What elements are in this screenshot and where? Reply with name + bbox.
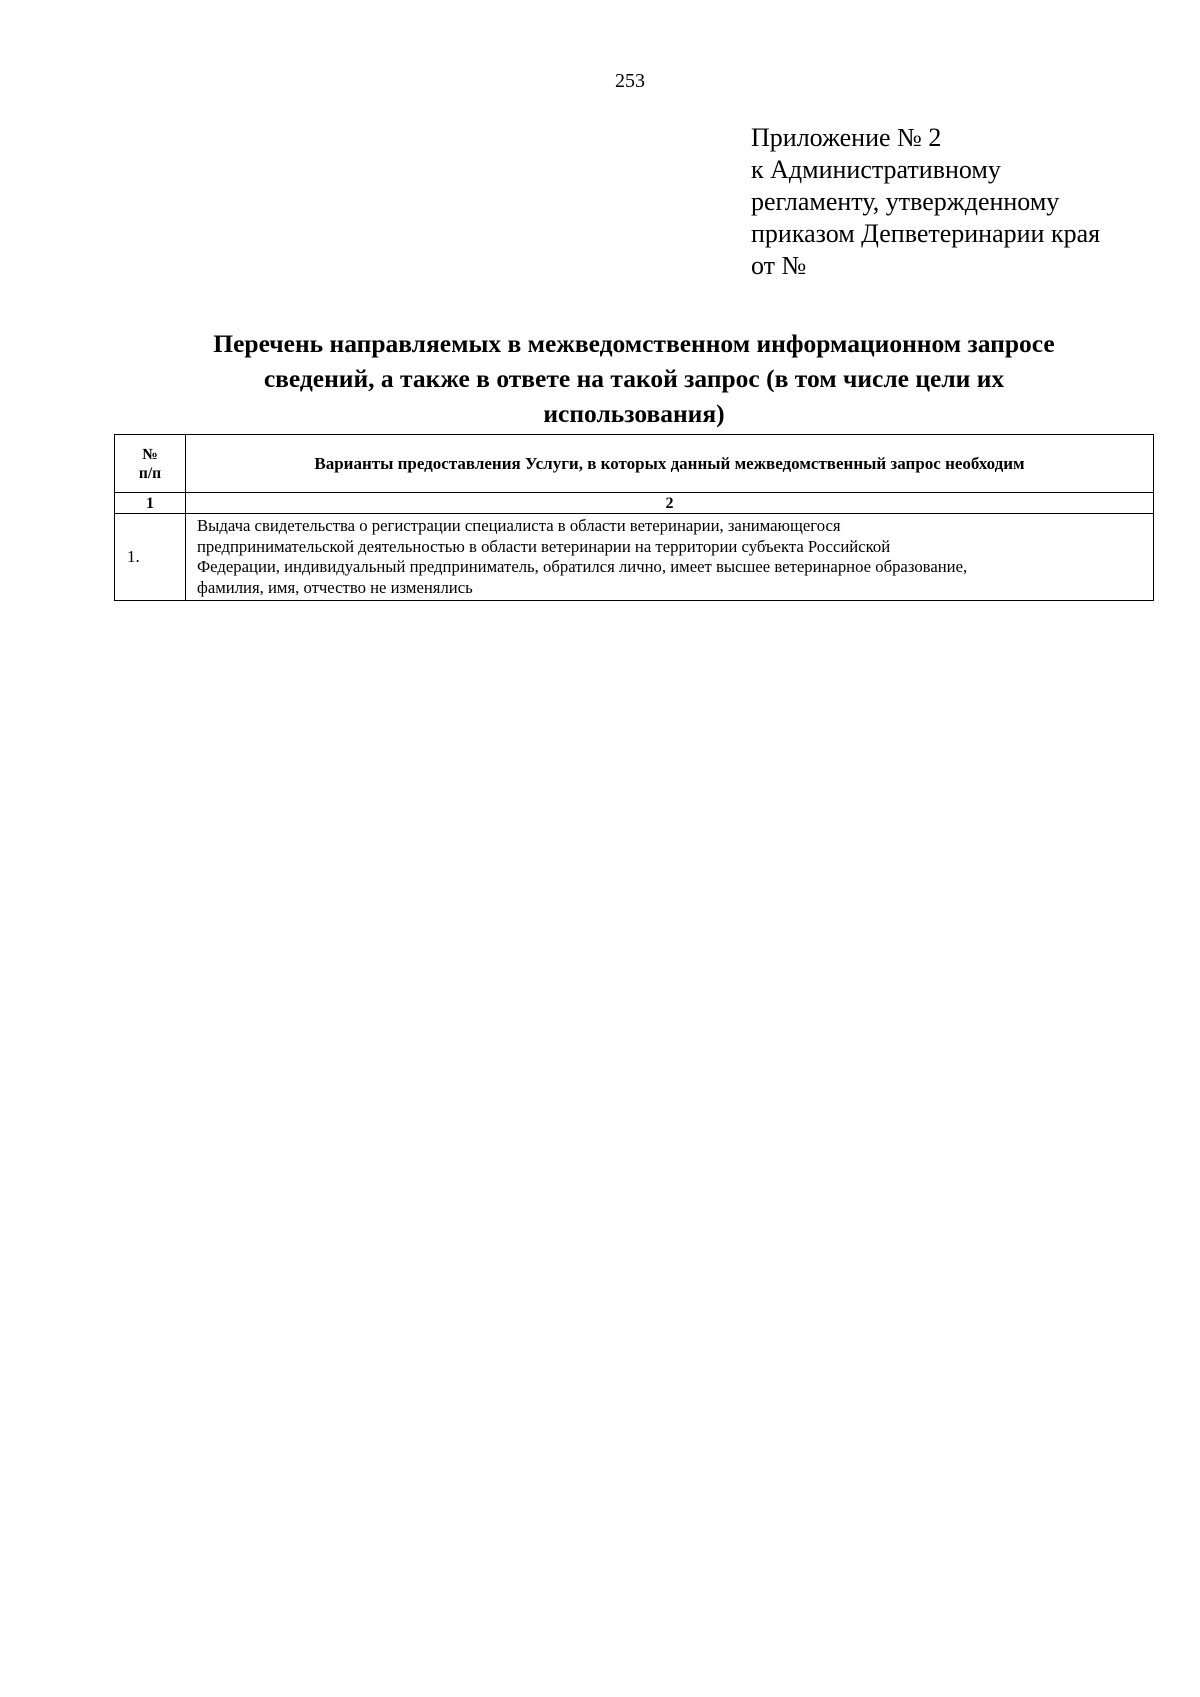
header-num-abbr: п/п <box>138 464 162 482</box>
header-num-cell <box>115 435 186 493</box>
index-cell: 2 <box>186 493 1154 514</box>
page-number: 253 <box>615 70 645 92</box>
appendix-reference <box>751 122 1100 282</box>
row-text-line: Федерации, индивидуальный предприниматель, обратился лично, имеет высшее ветеринарное образование, <box>197 557 968 576</box>
title-line: Перечень направляемых в межведомственном информационном запросе <box>213 329 1055 358</box>
header-num-symbol: № <box>142 445 158 463</box>
row-text-line: фамилия, имя, отчество не изменялись <box>197 577 473 597</box>
title-line: сведений, а также в ответе на такой запрос (в том числе цели их <box>263 364 1005 393</box>
appendix-line: Приложение № 2 <box>751 123 942 152</box>
row-text-line: предпринимательской деятельностью в области ветеринарии на территории субъекта Российской <box>197 536 891 556</box>
appendix-line: от № <box>751 251 807 280</box>
document-title <box>114 326 1154 431</box>
row-number-cell: 1. <box>115 514 186 601</box>
appendix-line: регламенту, утвержденному <box>751 187 1060 216</box>
row-variant-cell <box>186 514 1154 601</box>
appendix-line: приказом Депветеринарии края <box>751 219 1101 248</box>
index-cell: 1 <box>115 493 186 514</box>
appendix-line: к Административному <box>751 155 1001 184</box>
table-index-row <box>115 493 1154 514</box>
table-row <box>115 514 1154 601</box>
table-header-row <box>115 435 1154 493</box>
title-line: использования) <box>543 399 725 428</box>
requests-table <box>114 434 1154 601</box>
header-variants-cell: Варианты предоставления Услуги, в которых данный межведомственный запрос необходим <box>186 435 1154 493</box>
row-text-line: Выдача свидетельства о регистрации специалиста в области ветеринарии, занимающегося <box>197 516 841 535</box>
